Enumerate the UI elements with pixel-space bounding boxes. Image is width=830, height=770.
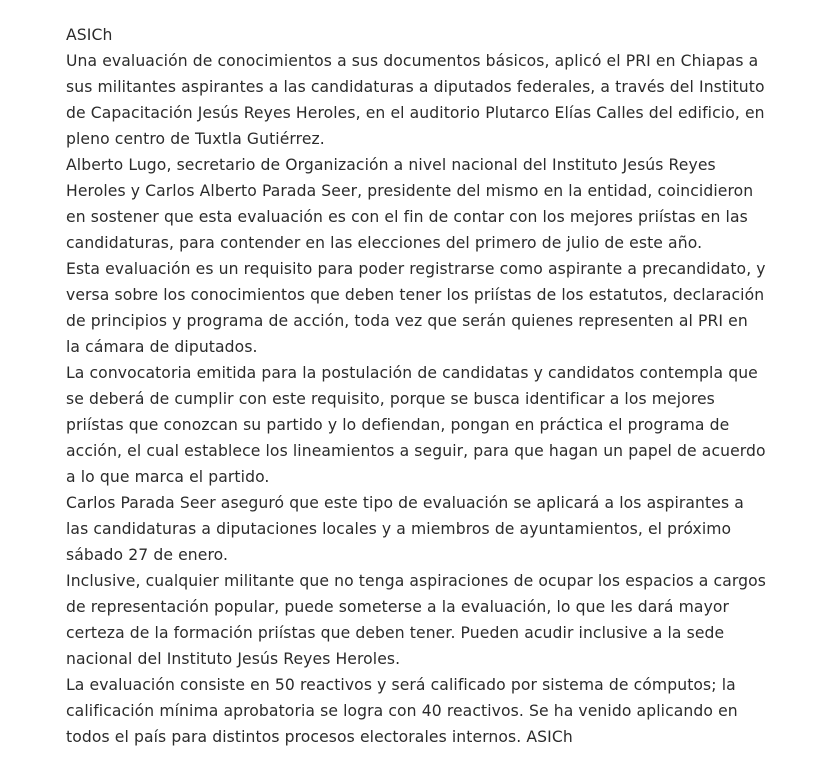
article-body — [66, 22, 766, 750]
article-paragraph-4: La convocatoria emitida para la postulación de candidatas y candidatos contempla que se deberá de cumplir con este requisito, porque se busca identificar a los mejores priístas que conozcan su partido y lo defiendan, pongan en práctica el programa de acción, el cual establece los lineamientos a seguir, para que hagan un papel de acuerdo a lo que marca el partido. — [66, 364, 766, 486]
article-paragraph-7: La evaluación consiste en 50 reactivos y será calificado por sistema de cómputos; la calificación mínima aprobatoria se logra con 40 reactivos. Se ha venido aplicando en todos el país para distintos procesos electorales internos. ASICh — [66, 676, 738, 746]
article-paragraph-1: Una evaluación de conocimientos a sus documentos básicos, aplicó el PRI en Chiapas a sus militantes aspirantes a las candidaturas a diputados federales, a través del Instituto de Capacitación Jesús Reyes Heroles, en el auditorio Plutarco Elías Calles del edificio, en pleno centro de Tuxtla Gutiérrez. — [66, 52, 765, 148]
article-paragraph-5: Carlos Parada Seer aseguró que este tipo de evaluación se aplicará a los aspirantes a las candidaturas a diputaciones locales y a miembros de ayuntamientos, el próximo sábado 27 de enero. — [66, 494, 744, 564]
article-paragraph-6: Inclusive, cualquier militante que no tenga aspiraciones de ocupar los espacios a cargos de representación popular, puede someterse a la evaluación, lo que les dará mayor certeza de la formación priístas que deben tener. Pueden acudir inclusive a la sede nacional del Instituto Jesús Reyes Heroles. — [66, 572, 766, 668]
article-paragraph-2: Alberto Lugo, secretario de Organización a nivel nacional del Instituto Jesús Reyes Heroles y Carlos Alberto Parada Seer, presidente del mismo en la entidad, coincidieron en sostener que esta evaluación es con el fin de contar con los mejores priístas en las candidaturas, para contender en las elecciones del primero de julio de este año. — [66, 156, 754, 252]
article-paragraph-3: Esta evaluación es un requisito para poder registrarse como aspirante a precandidato, y versa sobre los conocimientos que deben tener los priístas de los estatutos, declaración de principios y programa de acción, toda vez que serán quienes representen al PRI en la cámara de diputados. — [66, 260, 766, 356]
article-dateline: ASICh — [66, 26, 113, 44]
